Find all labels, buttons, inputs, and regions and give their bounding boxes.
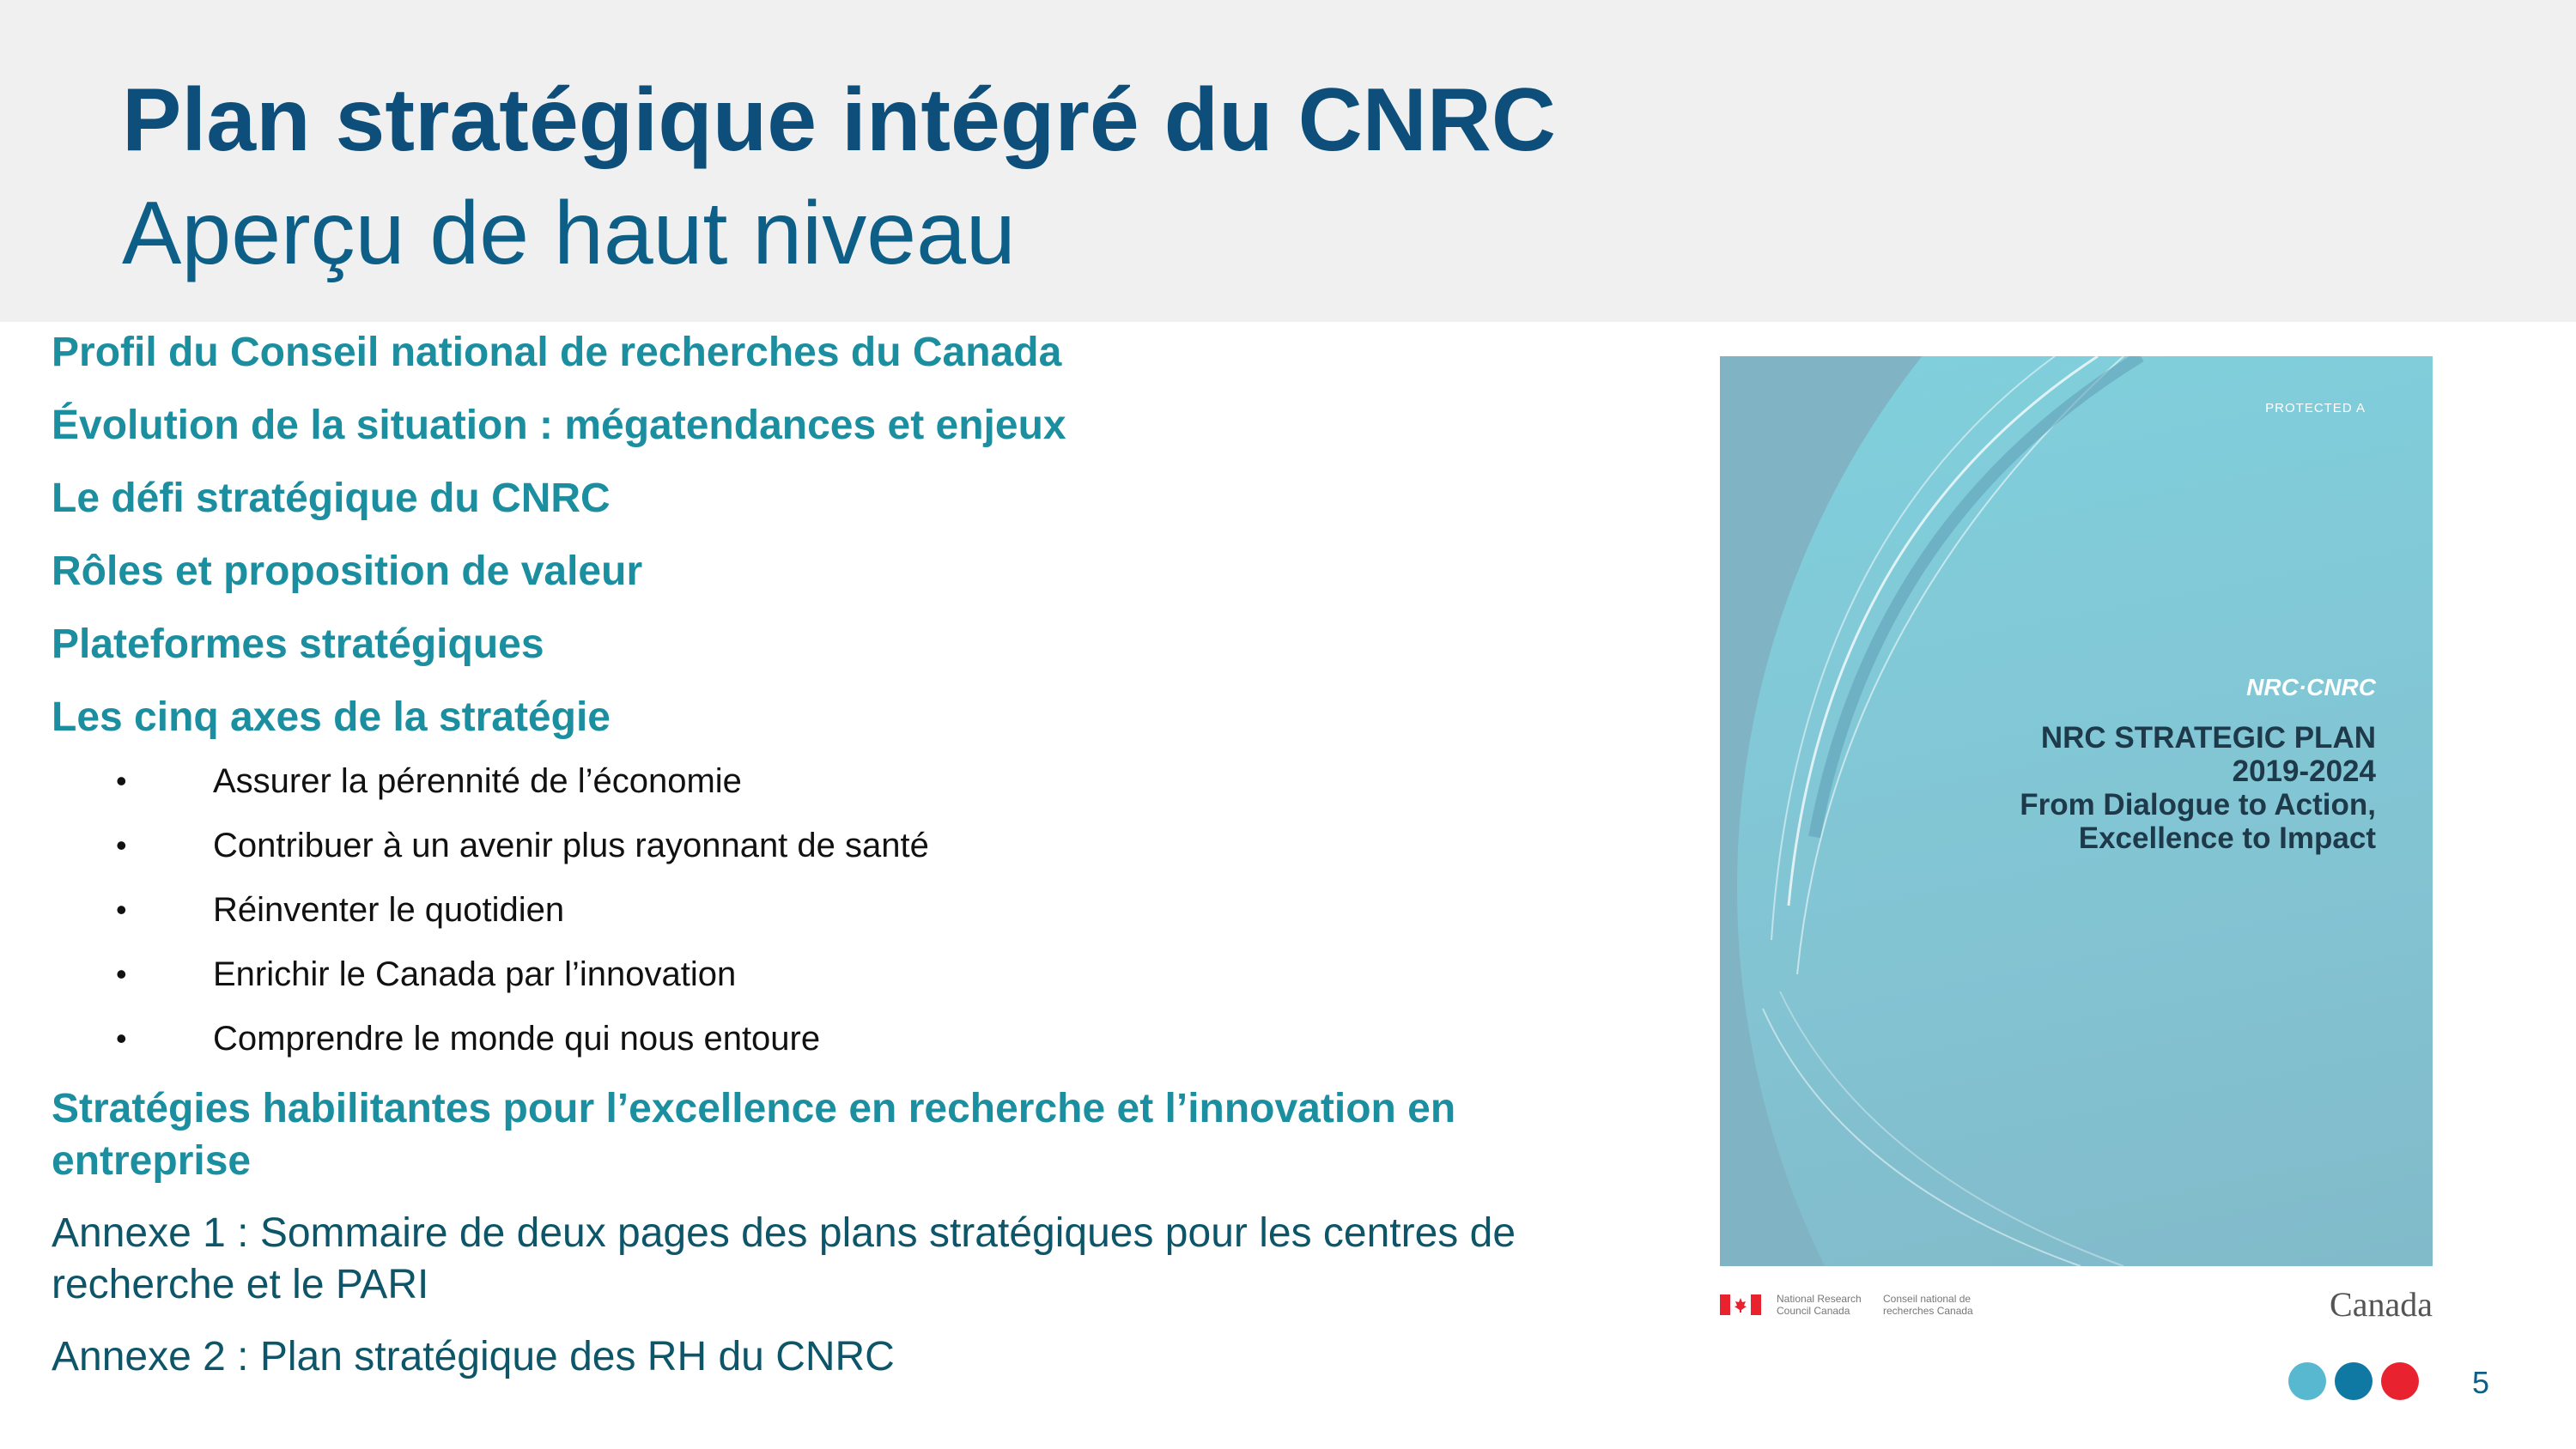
bullet-icon: • [116,763,127,798]
bullet-icon: • [116,892,127,927]
list-item-text: Enrichir le Canada par l’innovation [213,955,737,993]
page-title: Plan stratégique intégré du CNRC [122,70,1556,170]
department-name-en [1777,1293,1862,1317]
department-line: recherches Canada [1883,1305,1973,1317]
list-item-text: Contribuer à un avenir plus rayonnant de santé [213,827,929,864]
annex-1: Annexe 1 : Sommaire de deux pages des plans stratégiques pour les centres de recherche et le PARI [52,1210,1516,1307]
list-item-text: Réinventer le quotidien [213,891,565,929]
nrc-cnrc-logo: NRC·CNRC [2246,674,2376,700]
strategic-plan-cover-image [1720,356,2433,1266]
page-number: 5 [2472,1365,2490,1400]
list-item-text: Comprendre le monde qui nous entoure [213,1020,821,1058]
dot-icon [2288,1362,2326,1400]
section-heading: Évolution de la situation : mégatendances et enjeux [52,403,1066,448]
cover-title-line: 2019-2024 [2232,755,2376,788]
dot-icon [2381,1362,2419,1400]
cover-title-line: NRC STRATEGIC PLAN [2040,721,2376,755]
list-item [52,1018,1640,1059]
axes-list [52,761,1640,1059]
section-heading: Profil du Conseil national de recherches du Canada [52,330,1062,375]
list-item [52,761,1640,802]
cover-footer [1720,1279,2433,1331]
section-heading: Rôles et proposition de valeur [52,549,643,594]
canada-wordmark: Canada [2330,1285,2433,1324]
bullet-icon: • [116,956,127,991]
department-line: Council Canada [1777,1305,1850,1317]
annex-2: Annexe 2 : Plan stratégique des RH du CNRC [52,1334,895,1379]
cover-title-line: From Dialogue to Action, [2020,788,2376,822]
dot-icon [2335,1362,2372,1400]
department-line: National Research [1777,1293,1862,1305]
enabling-strategies-heading: Stratégies habilitantes pour l’excellence en recherche et l’innovation en entreprise [52,1086,1456,1184]
protected-label: PROTECTED A [2265,401,2366,415]
cover-title [2020,721,2376,855]
list-item [52,825,1640,866]
header-band [0,0,2576,322]
outline [52,326,1640,1404]
decorative-dots [2288,1362,2427,1402]
list-item [52,889,1640,931]
list-item [52,954,1640,995]
section-heading: Le défi stratégique du CNRC [52,476,611,521]
bullet-icon: • [116,828,127,863]
department-name-fr [1883,1293,1973,1317]
canada-flag-icon [1720,1294,1761,1315]
section-heading: Plateformes stratégiques [52,621,544,667]
page-subtitle: Aperçu de haut niveau [122,184,1016,283]
list-item-text: Assurer la pérennité de l’économie [213,762,742,800]
bullet-icon: • [116,1021,127,1056]
cover-title-line: Excellence to Impact [2078,822,2376,855]
department-line: Conseil national de [1883,1293,1971,1305]
section-heading: Les cinq axes de la stratégie [52,694,611,740]
